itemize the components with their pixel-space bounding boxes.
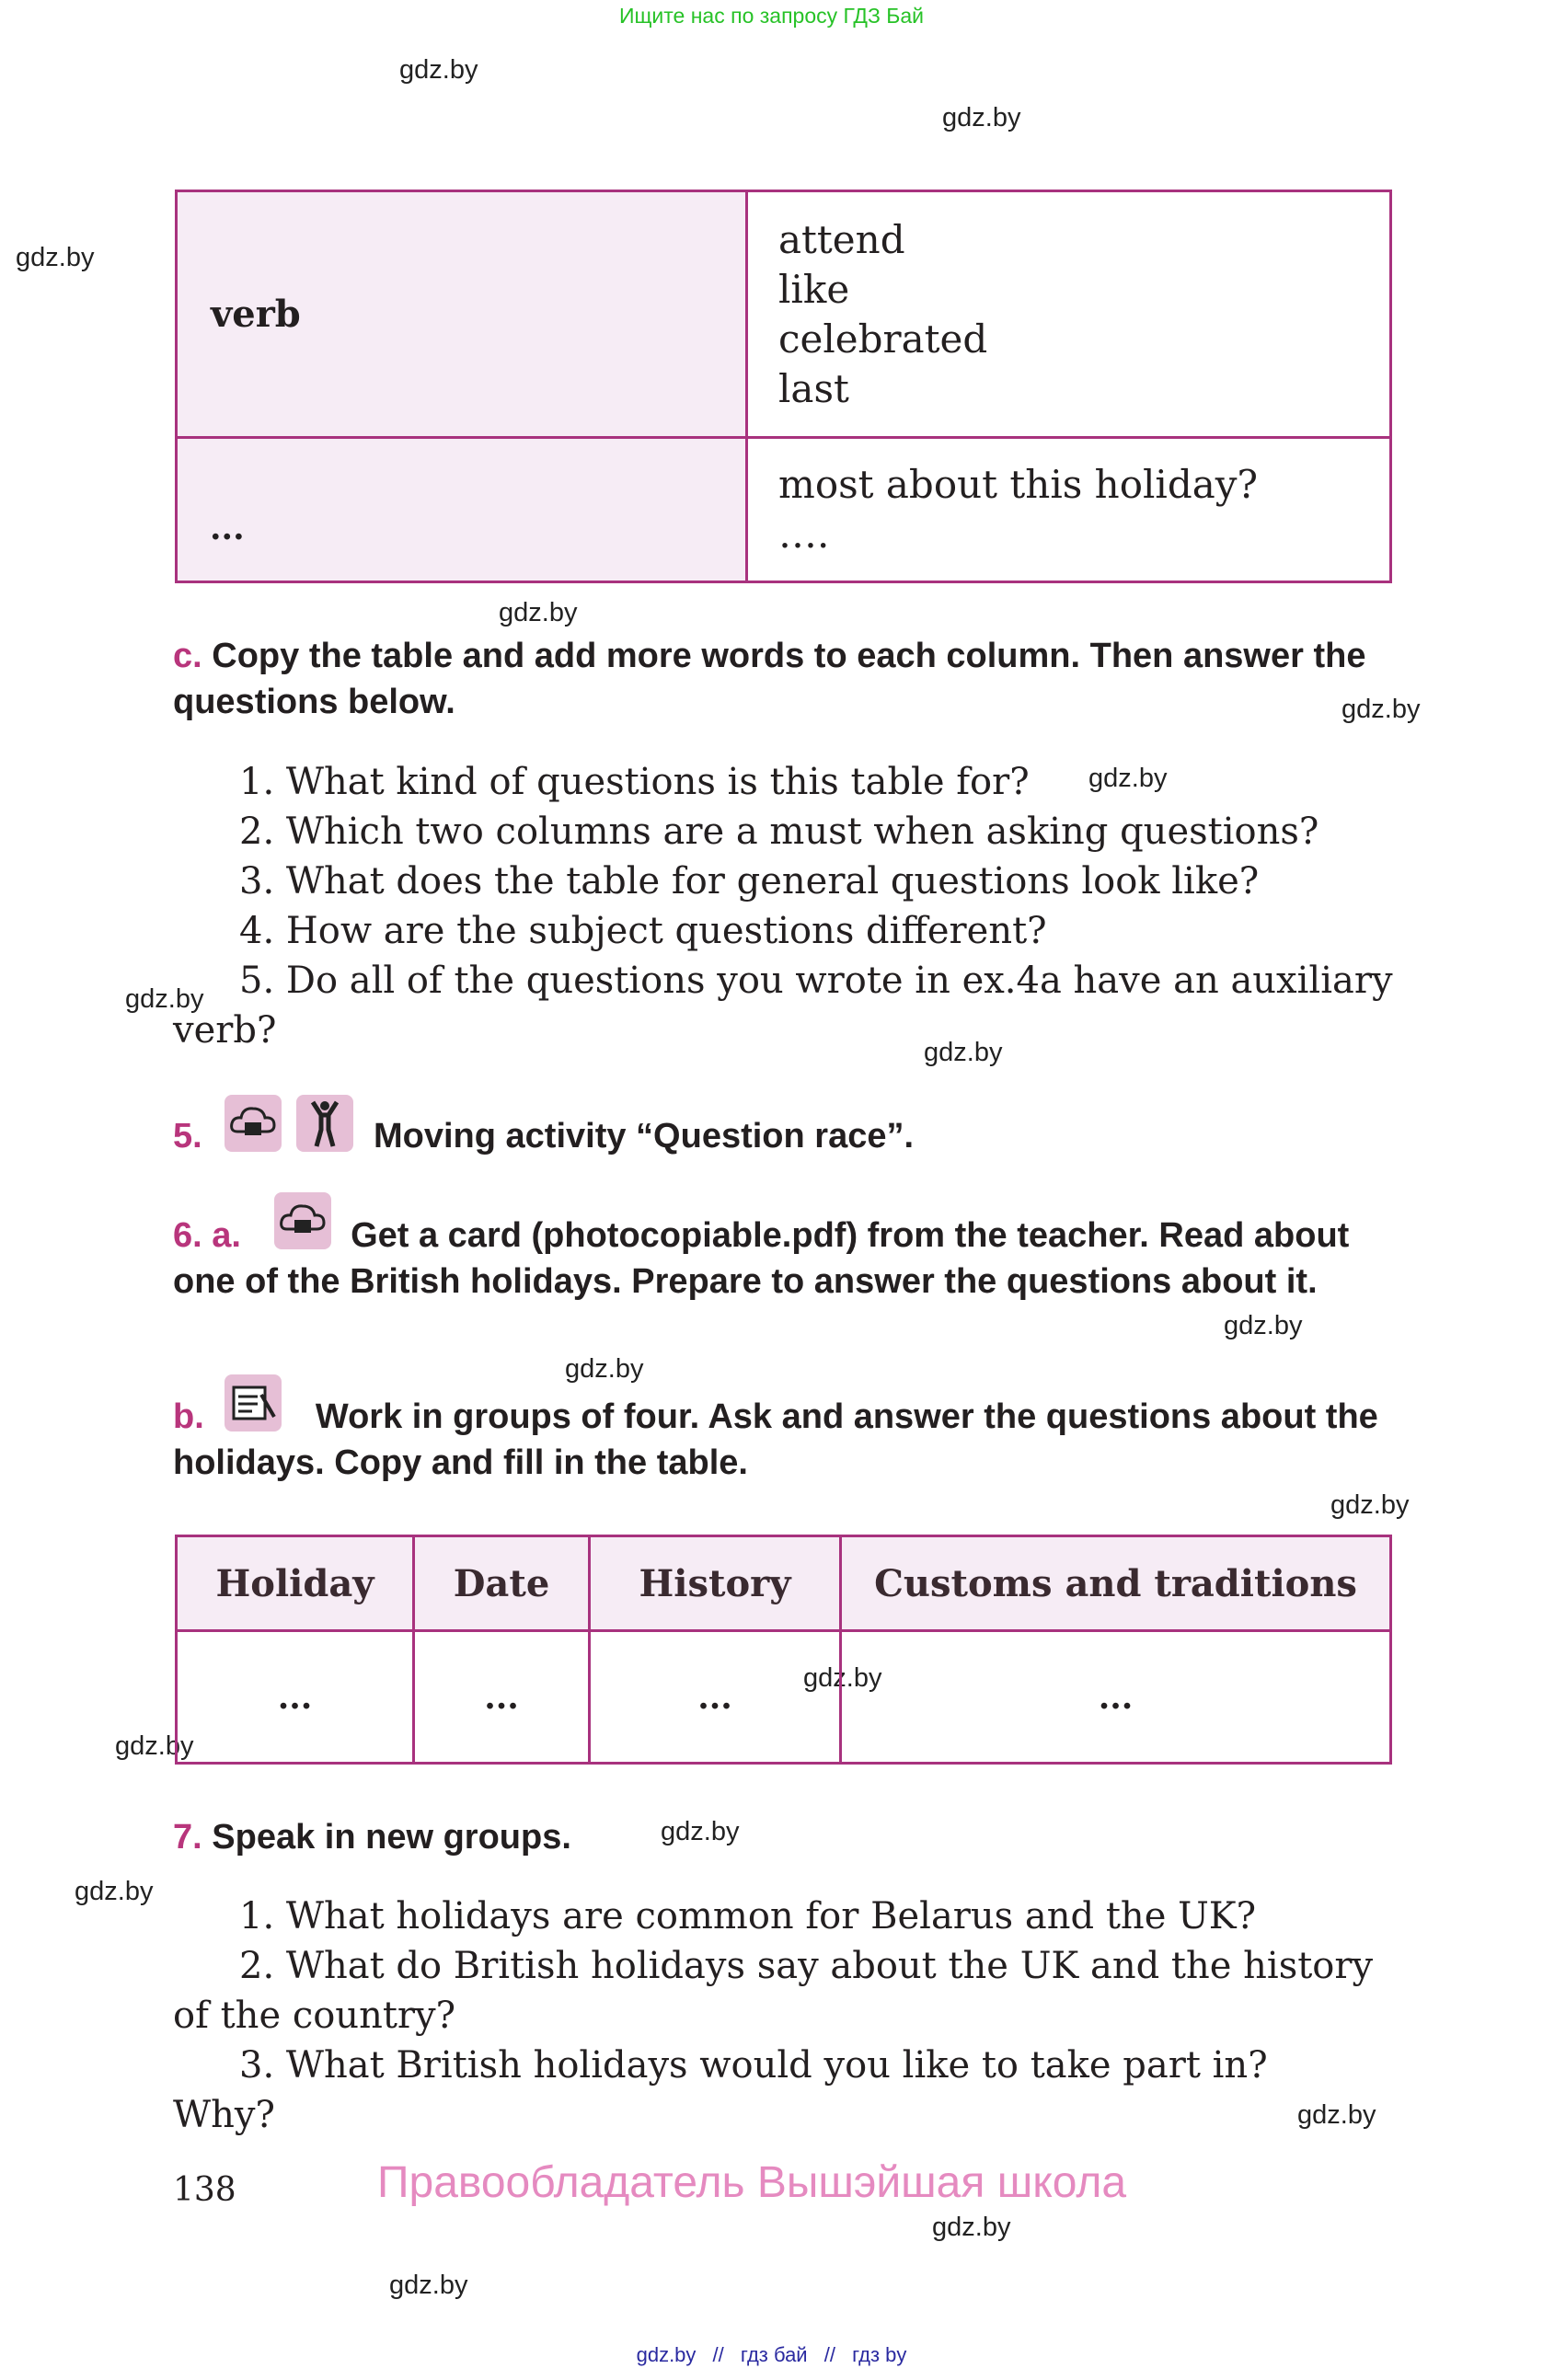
instruction-text: Work in groups of four. Ask and answer the questions about the holidays. Copy and fill in the table.	[173, 1397, 1378, 1482]
question-item: 3. What British holidays would you like to take part in?	[239, 2044, 1268, 2087]
instruction-text: Speak in new groups.	[212, 1818, 571, 1857]
watermark: gdz.by	[1297, 2100, 1376, 2130]
watermark: gdz.by	[565, 1354, 644, 1384]
holiday-table	[175, 1535, 1392, 1765]
exercise-label: b.	[173, 1397, 204, 1436]
word-item: like	[778, 266, 850, 312]
watermark: gdz.by	[389, 2271, 468, 2300]
exercise-6a-instruction	[173, 1213, 1397, 1305]
footer-link[interactable]: гдз by	[852, 2343, 907, 2366]
word-item: attend	[778, 216, 905, 262]
watermark: gdz.by	[75, 1877, 154, 1906]
watermark: gdz.by	[1088, 764, 1168, 793]
question-item: 2. What do British holidays say about the UK and the history	[239, 1945, 1374, 1987]
question-item: 5. Do all of the questions you wrote in ex.4a have an auxiliary	[239, 960, 1393, 1002]
grammar-cell-verb	[177, 191, 747, 438]
table-cell: ...	[841, 1631, 1391, 1764]
question-item: Why?	[173, 2094, 275, 2136]
question-item: verb?	[173, 1009, 277, 1052]
exercise-number: 6. a.	[173, 1216, 241, 1255]
exercise-6b-instruction	[173, 1394, 1397, 1486]
table-cell: ...	[414, 1631, 590, 1764]
watermark: gdz.by	[499, 598, 578, 627]
watermark: gdz.by	[661, 1817, 740, 1846]
top-banner: Ищите нас по запросу ГДЗ Бай	[618, 4, 925, 28]
header-holiday: Holiday	[177, 1536, 414, 1631]
watermark: gdz.by	[16, 243, 95, 272]
exercise-5-text: Moving activity “Question race”.	[374, 1117, 915, 1156]
word-item: last	[778, 365, 849, 411]
watermark: gdz.by	[1330, 1490, 1410, 1520]
cloud-folder-icon	[225, 1095, 282, 1152]
exercise-5-number	[173, 1113, 202, 1159]
question-text: most about this holiday?	[778, 462, 1259, 507]
header-date: Date	[414, 1536, 590, 1631]
footer-link[interactable]: gdz.by	[636, 2343, 697, 2366]
grammar-cell-words	[747, 191, 1391, 438]
cloud-folder-icon	[274, 1192, 331, 1249]
header-customs: Customs and traditions	[841, 1536, 1391, 1631]
exercise-c-instruction	[173, 633, 1397, 725]
watermark: gdz.by	[399, 55, 478, 85]
question-item: of the country?	[173, 1995, 456, 2037]
watermark: gdz.by	[125, 984, 204, 1014]
footer-link[interactable]: гдз бай	[740, 2343, 808, 2366]
footer-links	[0, 2343, 1543, 2367]
exercise-number: 5.	[173, 1117, 202, 1156]
table-cell: ...	[590, 1631, 841, 1764]
instruction-text: Get a card (photocopiable.pdf) from the teacher. Read about one of the British holidays. Prepare to answer the questions about it.	[173, 1216, 1350, 1301]
verb-label: verb	[211, 293, 301, 336]
word-item: celebrated	[778, 316, 988, 362]
rights-holder: Правообладатель Вышэйшая школа	[377, 2158, 1127, 2207]
watermark: gdz.by	[803, 1663, 882, 1693]
header-history: History	[590, 1536, 841, 1631]
question-item: 1. What holidays are common for Belarus and the UK?	[239, 1895, 1257, 1937]
grammar-cell-question	[747, 438, 1391, 582]
footer-separator: //	[823, 2343, 835, 2366]
question-item: 2. Which two columns are a must when asking questions?	[239, 811, 1319, 853]
footer-separator: //	[712, 2343, 724, 2366]
watermark: gdz.by	[115, 1731, 194, 1761]
watermark: gdz.by	[1341, 695, 1421, 724]
notebook-pen-icon	[225, 1374, 282, 1431]
watermark: gdz.by	[924, 1038, 1003, 1067]
ellipsis: ...	[210, 508, 245, 547]
grammar-cell-ellipsis	[177, 438, 747, 582]
instruction-text: Copy the table and add more words to each column. Then answer the questions below.	[173, 637, 1366, 721]
watermark: gdz.by	[942, 103, 1021, 132]
grammar-table	[175, 190, 1392, 583]
ellipsis: ….	[778, 512, 830, 557]
page-number: 138	[173, 2171, 236, 2209]
watermark: gdz.by	[932, 2213, 1011, 2242]
table-cell: ...	[177, 1631, 414, 1764]
watermark: gdz.by	[1224, 1311, 1303, 1340]
person-moving-icon	[296, 1095, 353, 1152]
question-item: 3. What does the table for general questions look like?	[239, 860, 1260, 903]
question-item: 4. How are the subject questions different?	[239, 910, 1047, 952]
exercise-number: 7.	[173, 1818, 202, 1857]
exercise-7-instruction	[173, 1814, 571, 1860]
exercise-label: c.	[173, 637, 202, 675]
question-item: 1. What kind of questions is this table for?	[239, 761, 1030, 803]
